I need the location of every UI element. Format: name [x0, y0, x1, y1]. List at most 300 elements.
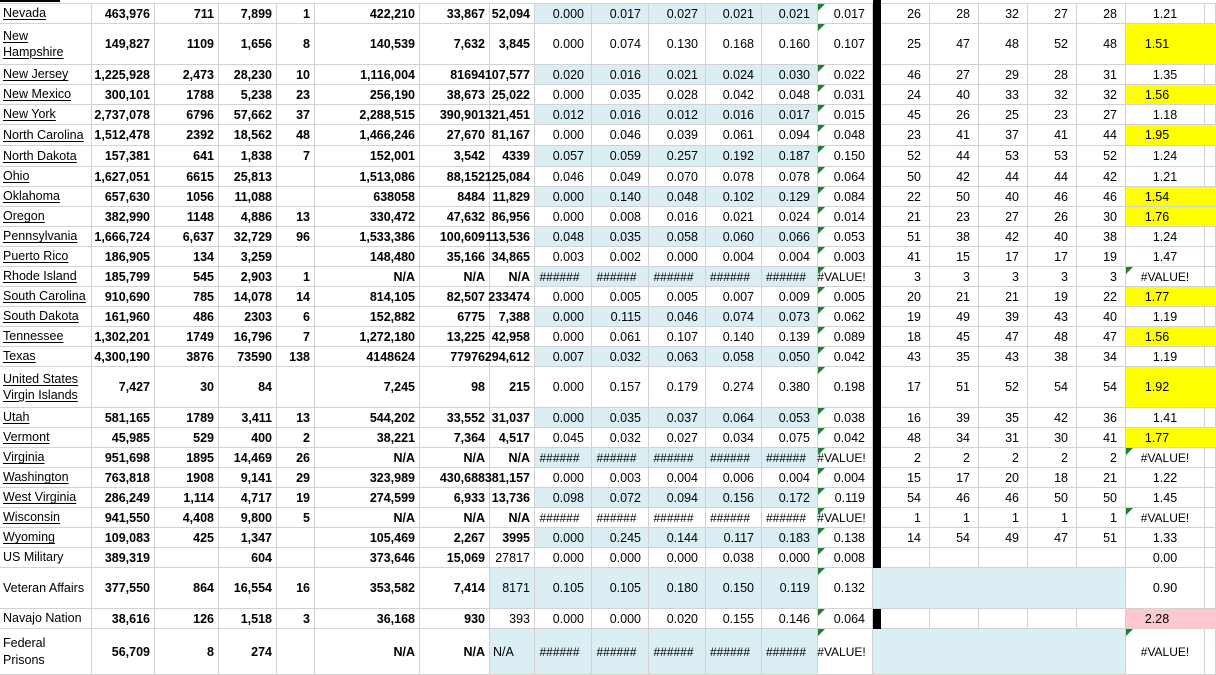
value-cell[interactable]: 1,656: [219, 24, 277, 65]
state-name-cell[interactable]: North Dakota: [0, 146, 92, 167]
value-cell[interactable]: 30: [155, 367, 219, 408]
rank-cell[interactable]: 39: [930, 408, 979, 428]
rank-cell[interactable]: 52: [979, 367, 1028, 408]
state-name-cell[interactable]: Texas: [0, 347, 92, 367]
value-cell[interactable]: 13,736: [490, 488, 535, 508]
average-cell[interactable]: 0.064: [818, 609, 873, 629]
ratio-cell[interactable]: 1.21: [1126, 167, 1205, 187]
ratio-cell[interactable]: 1.41: [1126, 408, 1205, 428]
decimal-cell[interactable]: ######: [706, 448, 762, 468]
decimal-cell[interactable]: 0.157: [592, 367, 649, 408]
rank-cell[interactable]: [881, 609, 930, 629]
decimal-cell[interactable]: 0.000: [535, 187, 592, 207]
empty-spill-cell[interactable]: [1205, 448, 1216, 468]
value-cell[interactable]: 98: [420, 367, 490, 408]
decimal-cell[interactable]: ######: [592, 448, 649, 468]
rank-cell[interactable]: 19: [1077, 247, 1126, 267]
value-cell[interactable]: 3,542: [420, 146, 490, 167]
value-cell[interactable]: 2,288,515: [315, 105, 420, 125]
decimal-cell[interactable]: 0.024: [762, 207, 818, 227]
state-name-cell[interactable]: Utah: [0, 408, 92, 428]
rank-cell[interactable]: 41: [881, 247, 930, 267]
value-cell[interactable]: 27817: [490, 548, 535, 568]
value-cell[interactable]: 29: [277, 468, 315, 488]
value-cell[interactable]: 1,512,478: [92, 125, 155, 146]
value-cell[interactable]: 134: [155, 247, 219, 267]
ratio-cell[interactable]: 1.21: [1126, 4, 1205, 24]
value-cell[interactable]: N/A: [420, 508, 490, 528]
decimal-cell[interactable]: 0.072: [592, 488, 649, 508]
rank-cell[interactable]: 36: [1077, 408, 1126, 428]
rank-cell[interactable]: 37: [979, 125, 1028, 146]
decimal-cell[interactable]: ######: [762, 629, 818, 675]
value-cell[interactable]: 42,958: [490, 327, 535, 347]
ratio-cell[interactable]: 0.90: [1126, 568, 1205, 609]
decimal-cell[interactable]: 0.021: [762, 4, 818, 24]
decimal-cell[interactable]: 0.000: [535, 408, 592, 428]
rank-cell[interactable]: 54: [1028, 367, 1077, 408]
rank-cell[interactable]: 14: [881, 528, 930, 548]
value-cell[interactable]: 1,302,201: [92, 327, 155, 347]
ratio-cell[interactable]: 1.19: [1126, 347, 1205, 367]
value-cell[interactable]: 1749: [155, 327, 219, 347]
decimal-cell[interactable]: 0.139: [762, 327, 818, 347]
state-name-cell[interactable]: New Mexico: [0, 85, 92, 105]
decimal-cell[interactable]: 0.030: [762, 65, 818, 85]
rank-cell[interactable]: 28: [1077, 4, 1126, 24]
value-cell[interactable]: 1056: [155, 187, 219, 207]
average-cell[interactable]: #VALUE!: [818, 508, 873, 528]
rank-cell[interactable]: 2: [930, 448, 979, 468]
rank-cell[interactable]: 48: [1028, 327, 1077, 347]
value-cell[interactable]: 233474: [490, 287, 535, 307]
rank-cell[interactable]: 54: [930, 528, 979, 548]
value-cell[interactable]: 25,813: [219, 167, 277, 187]
state-name-cell[interactable]: Pennsylvania: [0, 227, 92, 247]
average-cell[interactable]: 0.107: [818, 24, 873, 65]
value-cell[interactable]: 19: [277, 488, 315, 508]
decimal-cell[interactable]: 0.000: [535, 24, 592, 65]
decimal-cell[interactable]: 0.060: [706, 227, 762, 247]
rank-cell[interactable]: 46: [930, 488, 979, 508]
ratio-cell[interactable]: 1.56: [1126, 327, 1216, 347]
ratio-cell[interactable]: #VALUE!: [1126, 629, 1205, 675]
value-cell[interactable]: 2,903: [219, 267, 277, 287]
value-cell[interactable]: 10: [277, 65, 315, 85]
decimal-cell[interactable]: 0.006: [706, 468, 762, 488]
value-cell[interactable]: 38,221: [315, 428, 420, 448]
rank-cell[interactable]: 53: [1028, 146, 1077, 167]
value-cell[interactable]: 7,899: [219, 4, 277, 24]
value-cell[interactable]: 274: [219, 629, 277, 675]
rank-cell[interactable]: 44: [930, 146, 979, 167]
value-cell[interactable]: 1,513,086: [315, 167, 420, 187]
rank-cell[interactable]: 42: [1077, 167, 1126, 187]
rank-cell[interactable]: 42: [979, 227, 1028, 247]
decimal-cell[interactable]: 0.000: [762, 548, 818, 568]
value-cell[interactable]: 3995: [490, 528, 535, 548]
ratio-cell[interactable]: 2.28: [1126, 609, 1216, 629]
rank-cell[interactable]: 17: [1028, 247, 1077, 267]
decimal-cell[interactable]: 0.274: [706, 367, 762, 408]
decimal-cell[interactable]: 0.058: [649, 227, 706, 247]
state-name-cell[interactable]: Federal Prisons: [0, 629, 92, 675]
average-cell[interactable]: 0.048: [818, 125, 873, 146]
rank-cell[interactable]: 50: [1077, 488, 1126, 508]
decimal-cell[interactable]: 0.007: [706, 287, 762, 307]
value-cell[interactable]: 27,670: [420, 125, 490, 146]
decimal-cell[interactable]: 0.021: [649, 65, 706, 85]
decimal-cell[interactable]: 0.257: [649, 146, 706, 167]
value-cell[interactable]: 18,562: [219, 125, 277, 146]
decimal-cell[interactable]: 0.039: [649, 125, 706, 146]
value-cell[interactable]: N/A: [490, 448, 535, 468]
rank-cell[interactable]: 21: [979, 287, 1028, 307]
value-cell[interactable]: 641: [155, 146, 219, 167]
decimal-cell[interactable]: 0.000: [535, 125, 592, 146]
value-cell[interactable]: 148,480: [315, 247, 420, 267]
ratio-cell[interactable]: 1.24: [1126, 146, 1205, 167]
rank-cell[interactable]: 44: [1028, 167, 1077, 187]
value-cell[interactable]: 8171: [490, 568, 535, 609]
value-cell[interactable]: 2,473: [155, 65, 219, 85]
rank-cell[interactable]: 43: [1028, 307, 1077, 327]
rank-cell[interactable]: 44: [1077, 125, 1126, 146]
value-cell[interactable]: 88,152: [420, 167, 490, 187]
value-cell[interactable]: 6,637: [155, 227, 219, 247]
decimal-cell[interactable]: 0.130: [649, 24, 706, 65]
rank-cell[interactable]: 35: [979, 408, 1028, 428]
decimal-cell[interactable]: 0.061: [706, 125, 762, 146]
decimal-cell[interactable]: 0.144: [649, 528, 706, 548]
rank-cell[interactable]: 43: [979, 347, 1028, 367]
ratio-cell[interactable]: 1.51: [1126, 24, 1216, 65]
value-cell[interactable]: 6796: [155, 105, 219, 125]
rank-cell[interactable]: [979, 609, 1028, 629]
value-cell[interactable]: N/A: [420, 448, 490, 468]
value-cell[interactable]: 149,827: [92, 24, 155, 65]
rank-cell[interactable]: 25: [979, 105, 1028, 125]
value-cell[interactable]: 1: [277, 4, 315, 24]
value-cell[interactable]: [277, 247, 315, 267]
state-name-cell[interactable]: United States Virgin Islands: [0, 367, 92, 408]
decimal-cell[interactable]: 0.007: [535, 347, 592, 367]
rank-cell[interactable]: 50: [930, 187, 979, 207]
decimal-cell[interactable]: 0.005: [592, 287, 649, 307]
rank-cell[interactable]: 23: [930, 207, 979, 227]
value-cell[interactable]: 1: [277, 267, 315, 287]
value-cell[interactable]: 7,245: [315, 367, 420, 408]
value-cell[interactable]: 96: [277, 227, 315, 247]
rank-cell[interactable]: 31: [979, 428, 1028, 448]
ratio-cell[interactable]: #VALUE!: [1126, 267, 1205, 287]
decimal-cell[interactable]: 0.048: [762, 85, 818, 105]
decimal-cell[interactable]: 0.005: [649, 287, 706, 307]
rank-cell[interactable]: 26: [881, 4, 930, 24]
average-cell[interactable]: 0.008: [818, 548, 873, 568]
decimal-cell[interactable]: 0.129: [762, 187, 818, 207]
rank-cell[interactable]: 3: [1077, 267, 1126, 287]
decimal-cell[interactable]: ######: [649, 448, 706, 468]
rank-cell[interactable]: 1: [930, 508, 979, 528]
value-cell[interactable]: 294,612: [490, 347, 535, 367]
decimal-cell[interactable]: 0.049: [592, 167, 649, 187]
rank-cell[interactable]: 48: [1077, 24, 1126, 65]
value-cell[interactable]: [277, 187, 315, 207]
rank-cell[interactable]: 40: [1028, 227, 1077, 247]
decimal-cell[interactable]: 0.004: [762, 468, 818, 488]
decimal-cell[interactable]: 0.046: [592, 125, 649, 146]
value-cell[interactable]: 4,408: [155, 508, 219, 528]
value-cell[interactable]: 32,729: [219, 227, 277, 247]
rank-cell[interactable]: 32: [1077, 85, 1126, 105]
value-cell[interactable]: 9,141: [219, 468, 277, 488]
value-cell[interactable]: 8: [155, 629, 219, 675]
value-cell[interactable]: 274,599: [315, 488, 420, 508]
rank-cell[interactable]: 21: [930, 287, 979, 307]
decimal-cell[interactable]: 0.053: [762, 408, 818, 428]
value-cell[interactable]: 25,022: [490, 85, 535, 105]
decimal-cell[interactable]: ######: [592, 508, 649, 528]
rank-cell[interactable]: [1077, 609, 1126, 629]
rank-cell[interactable]: 32: [979, 4, 1028, 24]
decimal-cell[interactable]: 0.042: [706, 85, 762, 105]
decimal-cell[interactable]: 0.187: [762, 146, 818, 167]
decimal-cell[interactable]: 0.075: [762, 428, 818, 448]
value-cell[interactable]: 256,190: [315, 85, 420, 105]
rank-cell[interactable]: 31: [1077, 65, 1126, 85]
empty-spill-cell[interactable]: [1205, 629, 1216, 675]
value-cell[interactable]: 1895: [155, 448, 219, 468]
decimal-cell[interactable]: 0.035: [592, 227, 649, 247]
empty-spill-cell[interactable]: [1205, 105, 1216, 125]
value-cell[interactable]: 14,078: [219, 287, 277, 307]
decimal-cell[interactable]: 0.046: [535, 167, 592, 187]
state-name-cell[interactable]: Wyoming: [0, 528, 92, 548]
average-cell[interactable]: 0.031: [818, 85, 873, 105]
value-cell[interactable]: 930: [420, 609, 490, 629]
value-cell[interactable]: 125,084: [490, 167, 535, 187]
rank-cell[interactable]: 1: [1028, 508, 1077, 528]
decimal-cell[interactable]: 0.160: [762, 24, 818, 65]
decimal-cell[interactable]: 0.000: [535, 207, 592, 227]
rank-cell[interactable]: 19: [1028, 287, 1077, 307]
value-cell[interactable]: 1,838: [219, 146, 277, 167]
value-cell[interactable]: 16,796: [219, 327, 277, 347]
average-cell[interactable]: 0.022: [818, 65, 873, 85]
rank-cell[interactable]: 45: [881, 105, 930, 125]
empty-spill-cell[interactable]: [1205, 65, 1216, 85]
value-cell[interactable]: 711: [155, 4, 219, 24]
rank-cell[interactable]: 23: [1028, 105, 1077, 125]
rank-cell[interactable]: 50: [1028, 488, 1077, 508]
rank-cell[interactable]: 48: [979, 24, 1028, 65]
ratio-cell[interactable]: 1.54: [1126, 187, 1216, 207]
state-name-cell[interactable]: Veteran Affairs: [0, 568, 92, 609]
value-cell[interactable]: 33,552: [420, 408, 490, 428]
ratio-cell[interactable]: 1.92: [1126, 367, 1216, 408]
rank-cell[interactable]: [1077, 548, 1126, 568]
rank-cell[interactable]: 32: [1028, 85, 1077, 105]
value-cell[interactable]: 52,094: [490, 4, 535, 24]
rank-cell[interactable]: 42: [1028, 408, 1077, 428]
value-cell[interactable]: 161,960: [92, 307, 155, 327]
value-cell[interactable]: 2,267: [420, 528, 490, 548]
value-cell[interactable]: 35,166: [420, 247, 490, 267]
rank-cell[interactable]: [979, 548, 1028, 568]
value-cell[interactable]: 105,469: [315, 528, 420, 548]
average-cell[interactable]: 0.038: [818, 408, 873, 428]
value-cell[interactable]: 6: [277, 307, 315, 327]
state-name-cell[interactable]: Vermont: [0, 428, 92, 448]
rank-cell[interactable]: 15: [930, 247, 979, 267]
value-cell[interactable]: 638058: [315, 187, 420, 207]
rank-cell[interactable]: 40: [979, 187, 1028, 207]
average-cell[interactable]: 0.017: [818, 4, 873, 24]
value-cell[interactable]: 425: [155, 528, 219, 548]
rank-cell[interactable]: 51: [881, 227, 930, 247]
decimal-cell[interactable]: 0.027: [649, 428, 706, 448]
value-cell[interactable]: 2303: [219, 307, 277, 327]
decimal-cell[interactable]: 0.000: [592, 609, 649, 629]
rank-cell[interactable]: 2: [881, 448, 930, 468]
value-cell[interactable]: 6615: [155, 167, 219, 187]
state-name-cell[interactable]: Tennessee: [0, 327, 92, 347]
rank-cell[interactable]: 46: [1077, 187, 1126, 207]
value-cell[interactable]: 16: [277, 568, 315, 609]
value-cell[interactable]: 186,905: [92, 247, 155, 267]
average-cell[interactable]: 0.064: [818, 167, 873, 187]
rank-cell[interactable]: 3: [979, 267, 1028, 287]
value-cell[interactable]: 486: [155, 307, 219, 327]
rank-cell[interactable]: 25: [881, 24, 930, 65]
value-cell[interactable]: 951,698: [92, 448, 155, 468]
rank-cell[interactable]: 47: [1028, 528, 1077, 548]
rank-cell[interactable]: [930, 609, 979, 629]
empty-spill-cell[interactable]: [1205, 548, 1216, 568]
decimal-cell[interactable]: 0.078: [706, 167, 762, 187]
empty-spill-cell[interactable]: [1205, 347, 1216, 367]
state-name-cell[interactable]: New Hampshire: [0, 24, 92, 65]
rank-cell[interactable]: 22: [881, 187, 930, 207]
value-cell[interactable]: 6,933: [420, 488, 490, 508]
empty-spill-cell[interactable]: [1205, 307, 1216, 327]
rank-cell[interactable]: 45: [930, 327, 979, 347]
decimal-cell[interactable]: 0.000: [535, 367, 592, 408]
value-cell[interactable]: 14,469: [219, 448, 277, 468]
decimal-cell[interactable]: 0.003: [535, 247, 592, 267]
decimal-cell[interactable]: 0.119: [762, 568, 818, 609]
average-cell[interactable]: #VALUE!: [818, 267, 873, 287]
value-cell[interactable]: 109,083: [92, 528, 155, 548]
rank-cell[interactable]: 34: [1077, 347, 1126, 367]
empty-spill-cell[interactable]: [1205, 528, 1216, 548]
decimal-cell[interactable]: ######: [649, 508, 706, 528]
rank-cell[interactable]: 40: [930, 85, 979, 105]
value-cell[interactable]: [277, 367, 315, 408]
rank-cell[interactable]: 26: [1028, 207, 1077, 227]
value-cell[interactable]: 1789: [155, 408, 219, 428]
decimal-cell[interactable]: ######: [592, 629, 649, 675]
average-cell[interactable]: 0.053: [818, 227, 873, 247]
state-name-cell[interactable]: Virginia: [0, 448, 92, 468]
decimal-cell[interactable]: 0.000: [535, 609, 592, 629]
empty-spill-cell[interactable]: [1205, 247, 1216, 267]
value-cell[interactable]: 113,536: [490, 227, 535, 247]
empty-spill-cell[interactable]: [1205, 146, 1216, 167]
ratio-cell[interactable]: 1.24: [1126, 227, 1205, 247]
decimal-cell[interactable]: 0.172: [762, 488, 818, 508]
value-cell[interactable]: 1,466,246: [315, 125, 420, 146]
value-cell[interactable]: 2392: [155, 125, 219, 146]
rank-cell[interactable]: 3: [930, 267, 979, 287]
decimal-cell[interactable]: 0.012: [649, 105, 706, 125]
decimal-cell[interactable]: 0.032: [592, 428, 649, 448]
decimal-cell[interactable]: ######: [592, 267, 649, 287]
ratio-cell[interactable]: 1.95: [1126, 125, 1216, 146]
rank-cell[interactable]: 30: [1077, 207, 1126, 227]
value-cell[interactable]: 545: [155, 267, 219, 287]
rank-cell[interactable]: 27: [930, 65, 979, 85]
decimal-cell[interactable]: 0.064: [706, 408, 762, 428]
decimal-cell[interactable]: 0.094: [762, 125, 818, 146]
value-cell[interactable]: 11,829: [490, 187, 535, 207]
value-cell[interactable]: 48: [277, 125, 315, 146]
rank-cell[interactable]: 42: [930, 167, 979, 187]
decimal-cell[interactable]: 0.058: [706, 347, 762, 367]
value-cell[interactable]: 36,168: [315, 609, 420, 629]
decimal-cell[interactable]: 0.000: [535, 528, 592, 548]
decimal-cell[interactable]: 0.000: [649, 247, 706, 267]
rank-cell[interactable]: 53: [979, 146, 1028, 167]
rank-cell[interactable]: 20: [881, 287, 930, 307]
decimal-cell[interactable]: 0.155: [706, 609, 762, 629]
decimal-cell[interactable]: ######: [535, 267, 592, 287]
value-cell[interactable]: 330,472: [315, 207, 420, 227]
rank-cell[interactable]: 29: [979, 65, 1028, 85]
average-cell[interactable]: 0.132: [818, 568, 873, 609]
value-cell[interactable]: [277, 167, 315, 187]
value-cell[interactable]: 185,799: [92, 267, 155, 287]
decimal-cell[interactable]: 0.016: [649, 207, 706, 227]
value-cell[interactable]: 34,865: [490, 247, 535, 267]
rank-cell[interactable]: 51: [930, 367, 979, 408]
value-cell[interactable]: 140,539: [315, 24, 420, 65]
decimal-cell[interactable]: 0.078: [762, 167, 818, 187]
decimal-cell[interactable]: 0.074: [706, 307, 762, 327]
value-cell[interactable]: 7,388: [490, 307, 535, 327]
value-cell[interactable]: 382,990: [92, 207, 155, 227]
value-cell[interactable]: 100,609: [420, 227, 490, 247]
decimal-cell[interactable]: 0.048: [649, 187, 706, 207]
decimal-cell[interactable]: ######: [649, 629, 706, 675]
decimal-cell[interactable]: 0.021: [706, 207, 762, 227]
value-cell[interactable]: 45,985: [92, 428, 155, 448]
value-cell[interactable]: 3876: [155, 347, 219, 367]
decimal-cell[interactable]: ######: [535, 448, 592, 468]
decimal-cell[interactable]: 0.035: [592, 408, 649, 428]
rank-cell[interactable]: 41: [1077, 428, 1126, 448]
ratio-cell[interactable]: #VALUE!: [1126, 508, 1205, 528]
state-name-cell[interactable]: US Military: [0, 548, 92, 568]
decimal-cell[interactable]: 0.048: [535, 227, 592, 247]
state-name-cell[interactable]: Navajo Nation: [0, 609, 92, 629]
value-cell[interactable]: 215: [490, 367, 535, 408]
decimal-cell[interactable]: 0.035: [592, 85, 649, 105]
value-cell[interactable]: 1148: [155, 207, 219, 227]
rank-cell[interactable]: [881, 548, 930, 568]
average-cell[interactable]: 0.042: [818, 347, 873, 367]
